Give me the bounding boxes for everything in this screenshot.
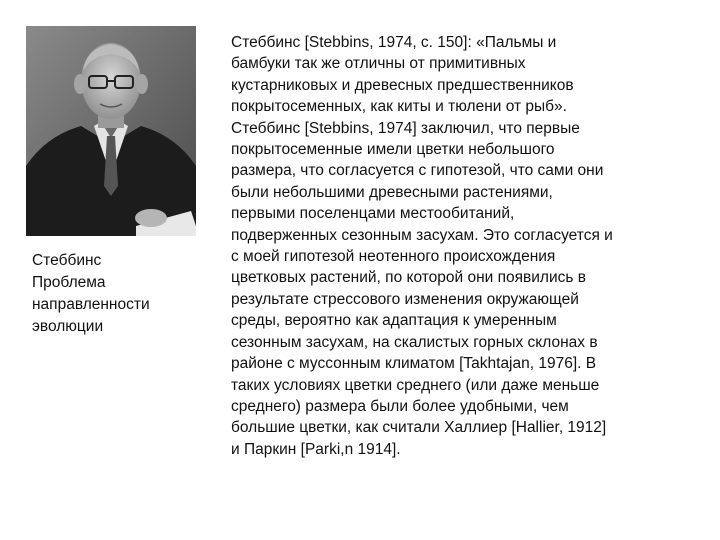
body-line: районе с муссонным климатом [Takhtajan, 1976]. В <box>231 355 597 373</box>
caption-line: эволюции <box>32 318 104 335</box>
body-text <box>231 32 701 460</box>
body-line: подверженных сезонным засухам. Это согласуется и <box>231 226 613 244</box>
caption-line: Проблема <box>32 274 106 291</box>
caption-line: направленности <box>32 296 150 313</box>
body-line: бамбуки так же отличны от примитивных <box>231 55 526 73</box>
caption-line: Стеббинс <box>32 252 102 269</box>
body-line: среды, вероятно как адаптация к умеренным <box>231 312 557 330</box>
body-line: сезонным засухам, на скалистых горных склонах в <box>231 333 598 351</box>
body-line: Стеббинс [Stebbins, 1974] заключил, что первые <box>231 119 580 137</box>
body-line: размера, что согласуется с гипотезой, что сами они <box>231 162 604 180</box>
body-line: результате стрессового изменения окружающей <box>231 290 579 308</box>
body-line: и Паркин [Parki,n 1914]. <box>231 440 401 458</box>
body-line: кустарниковых и древесных предшественников <box>231 76 574 94</box>
body-line: большие цветки, как считали Халлиер [Hallier, 1912] <box>231 419 607 437</box>
caption <box>32 250 202 338</box>
portrait-photo <box>26 26 196 236</box>
body-line: были небольшими древесными растениями, <box>231 183 553 201</box>
body-line: покрытосеменных, как киты и тюлени от рыб». <box>231 98 567 116</box>
body-line: покрытосеменные имели цветки небольшого <box>231 141 555 159</box>
body-line: среднего) размера были более удобными, чем <box>231 397 569 415</box>
body-line: Стеббинс [Stebbins, 1974, с. 150]: «Пальмы и <box>231 34 557 51</box>
body-line: с моей гипотезой неотенного происхождения <box>231 248 556 266</box>
body-line: таких условиях цветки среднего (или даже меньше <box>231 376 600 394</box>
body-line: первыми поселенцами местообитаний, <box>231 205 515 223</box>
body-line: цветковых растений, по которой они появились в <box>231 269 586 287</box>
